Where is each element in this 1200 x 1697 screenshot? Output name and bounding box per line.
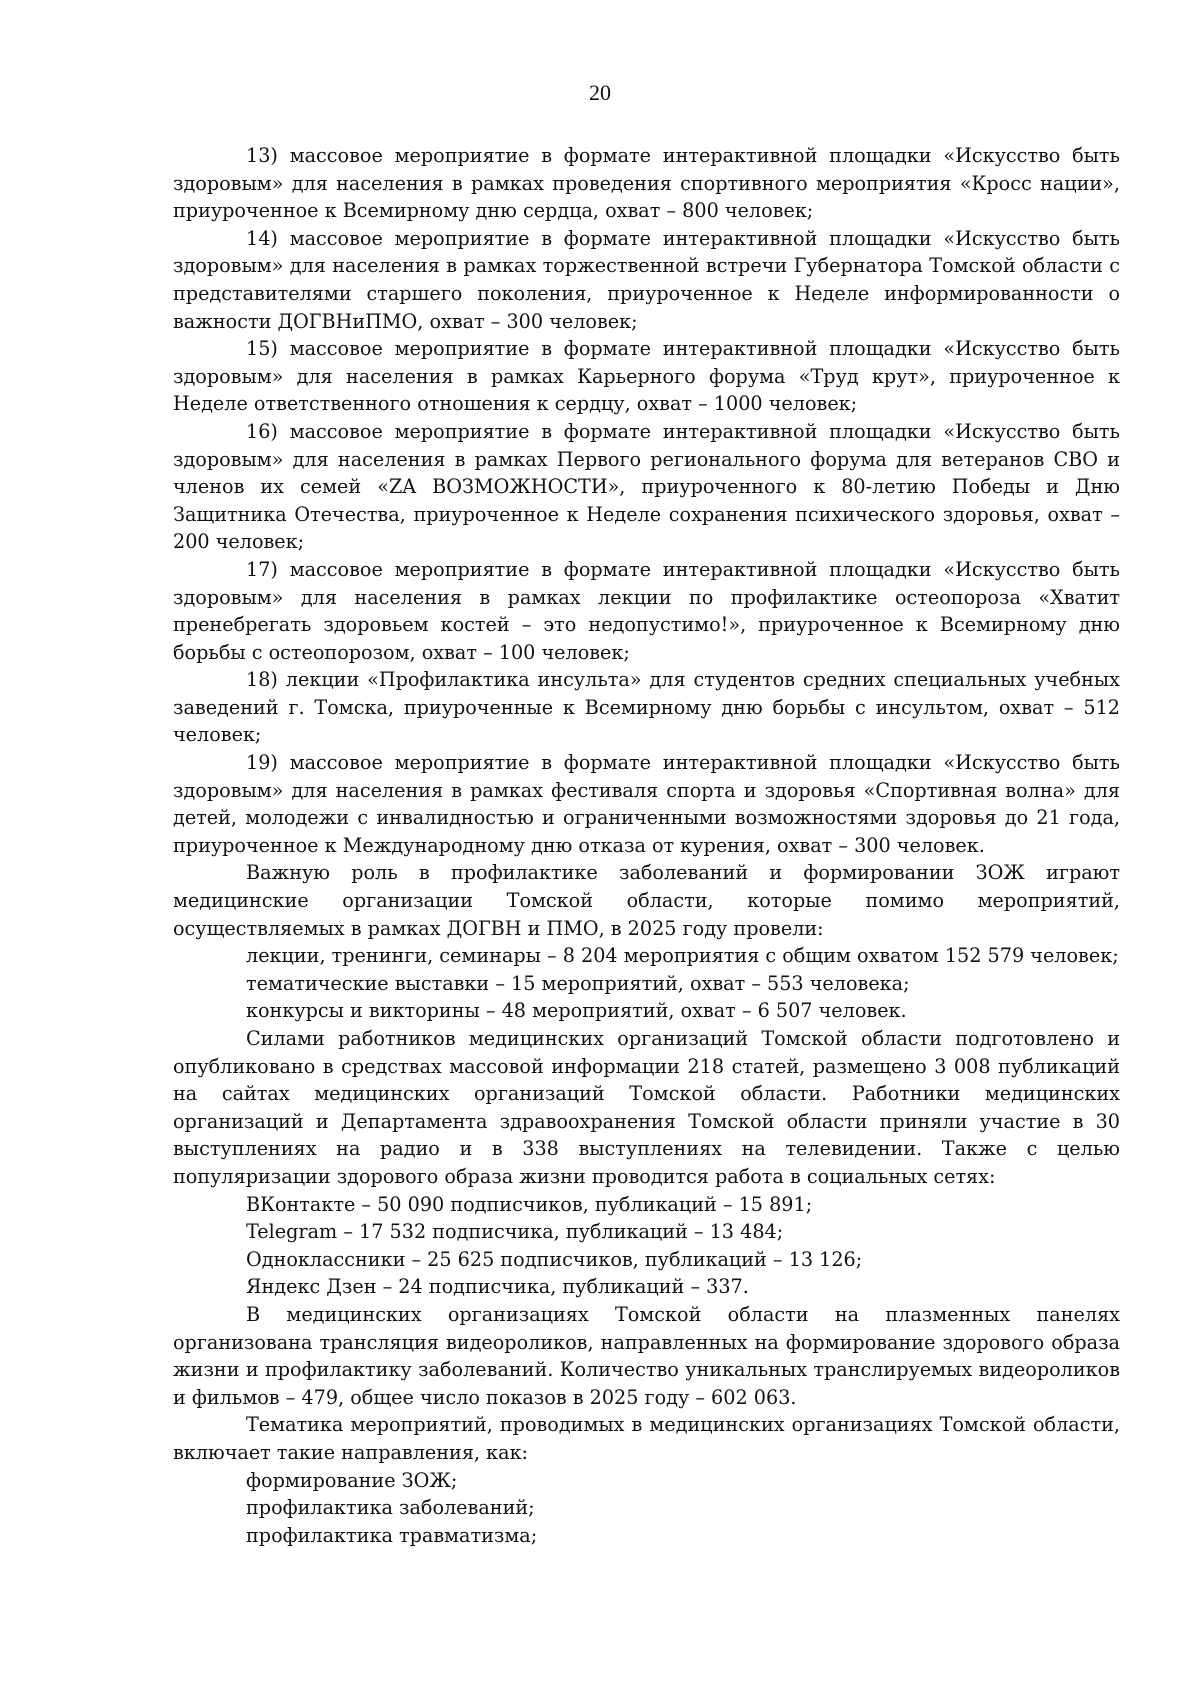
body-text: [173, 142, 1120, 1549]
list-item-exhibitions: тематические выставки – 15 мероприятий, охват – 553 человека;: [246, 971, 910, 995]
paragraph-topics-intro: Тематика мероприятий, проводимых в медицинских организациях Томской области, включает такие направления, как:: [173, 1413, 1120, 1464]
paragraph-item-15: 15) массовое мероприятие в формате интерактивной площадки «Искусство быть здоровым» для населения в рамках Карьерного форума «Труд крут», приуроченное к Неделе ответственного отношения к сердцу, охват – 1000 человек;: [173, 337, 1120, 416]
paragraph-item-13: 13) массовое мероприятие в формате интерактивной площадки «Искусство быть здоровым» для населения в рамках проведения спортивного мероприятия «Кросс нации», приуроченное к Всемирному дню сердца, охват – 800 человек;: [173, 144, 1120, 223]
list-item-odnoklassniki: Одноклассники – 25 625 подписчиков, публикаций – 13 126;: [246, 1247, 863, 1271]
list-item-telegram: Telegram – 17 532 подписчика, публикаций – 13 484;: [246, 1220, 784, 1244]
list-item-vkontakte: ВКонтакте – 50 090 подписчиков, публикаций – 15 891;: [246, 1192, 813, 1216]
list-item-lectures: лекции, тренинги, семинары – 8 204 мероприятия с общим охватом 152 579 человек;: [246, 944, 1119, 968]
list-item-disease-prevention: профилактика заболеваний;: [246, 1496, 535, 1520]
page-number: 20: [589, 80, 611, 105]
paragraph-item-14: 14) массовое мероприятие в формате интерактивной площадки «Искусство быть здоровым» для населения в рамках торжественной встречи Губернатора Томской области с представителями старшего поколения, приуроченное к Неделе информированности о важности ДОГВНиПМО, охват – 300 человек;: [173, 226, 1120, 333]
list-item-injury-prevention: профилактика травматизма;: [246, 1523, 538, 1547]
paragraph-item-16: 16) массовое мероприятие в формате интерактивной площадки «Искусство быть здоровым» для населения в рамках Первого регионального форума для ветеранов СВО и членов их семей «ZA ВОЗМОЖНОСТИ», приуроченного к 80-летию Победы и Дню Защитника Отечества, приуроченное к Неделе сохранения психического здоровья, охват – 200 человек;: [173, 419, 1120, 554]
paragraph-media-publications: Силами работников медицинских организаций Томской области подготовлено и опубликовано в средствах массовой информации 218 статей, размещено 3 008 публикаций на сайтах медицинских организаций Томской области. Работники медицинских организаций и Департамента здравоохранения Томской области приняли участие в 30 выступлениях на радио и в 338 выступлениях на телевидении. Также с целью популяризации здорового образа жизни проводится работа в социальных сетях:: [173, 1027, 1120, 1188]
list-item-healthy-lifestyle: формирование ЗОЖ;: [246, 1468, 458, 1492]
paragraph-item-18: 18) лекции «Профилактика инсульта» для студентов средних специальных учебных заведений г. Томска, приуроченные к Всемирному дню борьбы с инсультом, охват – 512 человек;: [173, 668, 1120, 747]
paragraph-video-broadcast: В медицинских организациях Томской области на плазменных панелях организована трансляция видеороликов, направленных на формирование здорового образа жизни и профилактику заболеваний. Количество уникальных транслируемых видеороликов и фильмов – 479, общее число показов в 2025 году – 602 063.: [173, 1302, 1120, 1409]
paragraph-item-19: 19) массовое мероприятие в формате интерактивной площадки «Искусство быть здоровым» для населения в рамках фестиваля спорта и здоровья «Спортивная волна» для детей, молодежи с инвалидностью и ограниченными возможностями здоровья до 21 года, приуроченное к Международному дню отказа от курения, охват – 300 человек.: [173, 751, 1120, 857]
list-item-contests: конкурсы и викторины – 48 мероприятий, охват – 6 507 человек.: [246, 999, 907, 1023]
paragraph-item-17: 17) массовое мероприятие в формате интерактивной площадки «Искусство быть здоровым» для населения в рамках лекции по профилактике остеопороза «Хватит пренебрегать здоровьем костей – это недопустимо!», приуроченное к Всемирному дню борьбы с остеопорозом, охват – 100 человек;: [173, 557, 1120, 664]
paragraph-medical-orgs-role: Важную роль в профилактике заболеваний и формировании ЗОЖ играют медицинские организации Томской области, которые помимо мероприятий, осуществляемых в рамках ДОГВН и ПМО, в 2025 году провели:: [173, 861, 1120, 940]
list-item-yandex-dzen: Яндекс Дзен – 24 подписчика, публикаций – 337.: [246, 1275, 749, 1299]
